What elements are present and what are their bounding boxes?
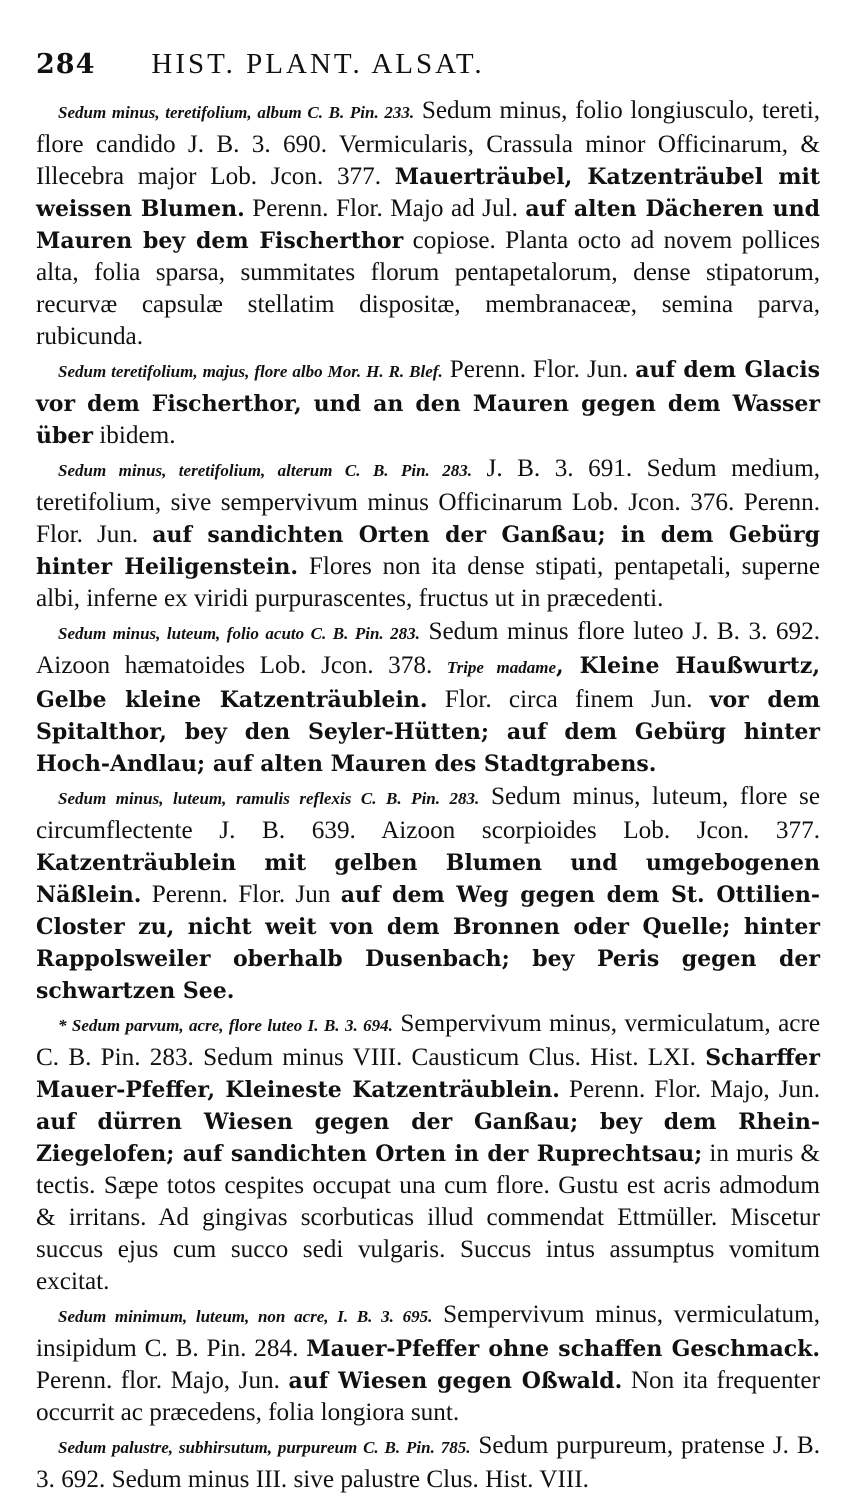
entry-text: ibidem. xyxy=(99,422,176,449)
entry-vernacular: auf dürren Wiesen gegen der Ganßau; bey dem Rhein-Ziegelofen; auf sandichten Orten in der Ruprechtsau; xyxy=(36,1109,820,1167)
entry-text: Sedum purpureum, pratense J. B. 3. 692. Sedum minus III. sive palustre Clus. Hist. VIII. xyxy=(36,1432,821,1493)
entry-sedum-minus-alterum xyxy=(36,453,820,615)
entry-vernacular: auf Wiesen gegen Oßwald. xyxy=(288,1368,623,1394)
entry-vernacular: , Kleine Haußwurtz, Gelbe kleine Katzenträublein. xyxy=(36,653,820,713)
entry-vernacular: auf dem Weg gegen dem St. Ottilien-Closter zu, nicht weit von dem Bronnen oder Quelle; hinter Rappolsweiler oberhalb Dusenbach; bey Peris gegen der schwartzen See. xyxy=(36,882,821,1004)
entry-text: Sedum minus, luteum, flore se circumflectente J. B. 639. Aizoon scorpioides Lob. Jcon. 377. xyxy=(36,783,821,844)
entry-vernacular: Katzenträublein mit gelben Blumen und umgebogenen Näßlein. xyxy=(36,850,820,908)
entry-lemma: Sedum minimum, luteum, non acre, I. B. 3. 695. xyxy=(58,1307,433,1326)
entry-lemma: Sedum minus, teretifolium, album C. B. Pin. 233. xyxy=(58,103,415,122)
entry-text: J. B. 3. 691. Sedum medium, teretifolium, sive sempervivum minus Officinarum Lob. Jcon. 376. Perenn. Flor. Jun. xyxy=(36,455,820,548)
entry-text: Flor. circa finem Jun. xyxy=(444,686,693,713)
entry-sedum-palustre xyxy=(36,1430,820,1496)
entry-text: Non ita frequenter occurrit ac præcedens, folia longiora sunt. xyxy=(36,1367,820,1426)
entry-text: Sempervivum minus, vermiculatum, insipidum C. B. Pin. 284. xyxy=(36,1301,820,1362)
page-header xyxy=(36,48,820,81)
entry-text: Sedum minus, folio longiusculo, tereti, flore candido J. B. 3. 690. Vermicularis, Crassula minor Officinarum, & Illecebra major Lob. Jcon. 377. xyxy=(36,97,821,190)
entry-vernacular: Mauerträubel, Katzenträubel mit weissen Blumen. xyxy=(36,164,820,222)
entry-text: in muris & tectis. Sæpe totos cespites occupat una cum flore. Gustu est acris admodum & irritans. Ad gingivas scorbuticas illud commendat Ettmüller. Miscetur succus ejus cum succo sedi vulgaris. Succus intus assumptus vomitum excitat. xyxy=(36,1140,820,1295)
entry-lemma: Sedum teretifolium, majus, flore albo Mor. H. R. Blef. xyxy=(58,362,443,381)
entry-sedum-teretifolium-majus xyxy=(36,354,820,452)
entry-sedum-parvum-acre xyxy=(36,1008,820,1298)
page-number: 284 xyxy=(36,49,96,80)
entry-vernacular: Scharffer Mauer-Pfeffer, Kleineste Katzenträublein. xyxy=(36,1045,820,1103)
entry-lemma: Sedum palustre, subhirsutum, purpureum C. B. Pin. 785. xyxy=(58,1438,471,1457)
entry-text: Flores non ita dense stipati, pentapetali, superne albi, inferne ex viridi purpurascentes, fructus ut in præcedenti. xyxy=(36,553,820,612)
entry-text: Perenn. flor. Majo, Jun. xyxy=(36,1367,280,1394)
entry-text: Perenn. Flor. Jun xyxy=(151,881,331,908)
entry-text: Perenn. Flor. Majo ad Jul. xyxy=(252,195,518,222)
entry-vernacular: Mauer-Pfeffer ohne schaffen Geschmack. xyxy=(306,1336,820,1362)
entry-text: Sedum minus flore luteo J. B. 3. 692. Aizoon hæmatoides Lob. Jcon. 378. xyxy=(36,618,820,679)
entry-lemma: Sedum minus, teretifolium, alterum C. B. Pin. 283. xyxy=(58,461,473,480)
entry-sedum-minus-luteum-acuto xyxy=(36,616,820,780)
entry-text: Perenn. Flor. Majo, Jun. xyxy=(569,1076,820,1103)
entry-text: Perenn. Flor. Jun. xyxy=(449,356,629,383)
entry-lemma: Sedum minus, luteum, ramulis reflexis C. B. Pin. 283. xyxy=(58,789,480,808)
entry-italic-name: Tripe madame xyxy=(446,658,557,677)
entry-sedum-minus-reflexis xyxy=(36,781,820,1007)
entry-text: copiose. Planta octo ad novem pollices alta, folia sparsa, summitates florum pentapetalorum, dense stipatorum, recurvæ capsulæ stellatim dispositæ, membranaceæ, semina parva, rubicunda. xyxy=(36,227,821,350)
entry-sedum-minimum xyxy=(36,1299,820,1429)
entry-lemma: * Sedum parvum, acre, flore luteo I. B. 3. 694. xyxy=(58,1016,393,1035)
entry-vernacular: auf alten Dächeren und Mauren bey dem Fischerthor xyxy=(36,196,820,254)
entry-lemma: Sedum minus, luteum, folio acuto C. B. Pin. 283. xyxy=(58,624,420,643)
entry-text: Sempervivum minus, vermiculatum, acre C. B. Pin. 283. Sedum minus VIII. Causticum Clus. Hist. LXI. xyxy=(36,1010,821,1071)
entry-vernacular: auf sandichten Orten der Ganßau; in dem Gebürg hinter Heiligenstein. xyxy=(36,522,820,580)
entry-vernacular: vor dem Spitalthor, bey den Seyler-Hütten; auf dem Gebürg hinter Hoch-Andlau; auf alten Mauren des Stadtgrabens. xyxy=(36,687,820,777)
running-title: HIST. PLANT. ALSAT. xyxy=(151,48,485,80)
entry-sedum-minus-album xyxy=(36,95,820,353)
entry-vernacular: auf dem Glacis vor dem Fischerthor, und an den Mauren gegen dem Wasser über xyxy=(36,357,821,449)
